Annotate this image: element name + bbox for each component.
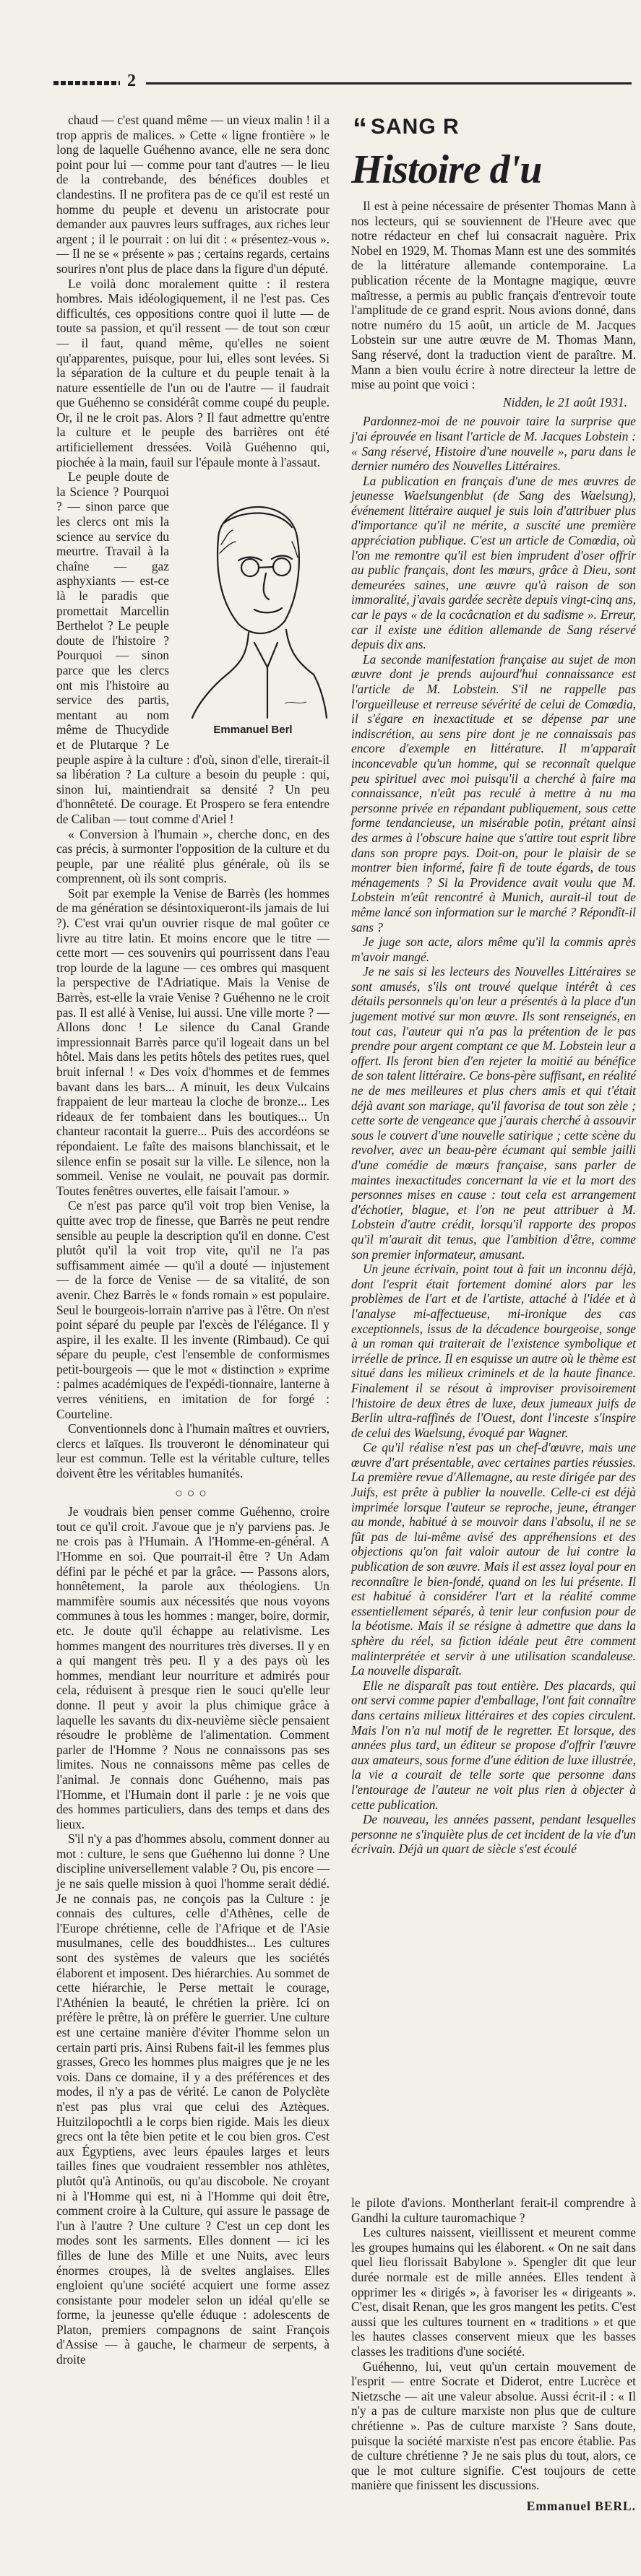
letter-paragraph: Pardonnez-moi de ne pouvoir taire la surprise que j'ai éprouvée en lisant l'article de M. Jacques Lobstein : « Sang réservé, Histoire d'une nouvelle », paru dans le dernier numéro des Nouvelles Littéraires. bbox=[351, 414, 636, 474]
author-signature: Emmanuel BERL. bbox=[526, 2498, 636, 2513]
article-headline: Histoire d'u bbox=[351, 147, 542, 192]
article-kicker: “ SANG R bbox=[353, 113, 460, 144]
portrait-illustration bbox=[176, 472, 330, 742]
letter-paragraph: De nouveau, les années passent, pendant lesquelles personne ne s'inquiète plus de cet incident de la vie d'un écrivain. Déjà un quart de siècle s'est écoulé bbox=[351, 1812, 636, 1857]
left-paragraph: Conventionnels donc à l'humain maîtres et ouvriers, clercs et laïques. Ils trouveront le dénominateur qui leur est commun. Telle est la véritable culture, telles doivent être les véritables humanités. bbox=[56, 1421, 330, 1481]
header-ornament bbox=[53, 81, 120, 85]
left-column bbox=[56, 113, 330, 2367]
continuation-paragraph: le pilote d'avions. Montherlant ferait-il comprendre à Gandhi la culture tauromachique ? bbox=[351, 2195, 636, 2225]
artist-signature bbox=[285, 702, 306, 703]
letter-paragraph: Un jeune écrivain, point tout à fait un inconnu déjà, dont l'esprit était fortement dominé alors par les problèmes de l'art et de l'artiste, attaché à l'idée et à l'analyse mi-affectueuse, mi-ironique des cas exceptionnels, issus de la décadence bourgeoise, songe à un roman qui traiterait de l'existence symbolique et irréelle de prince. Il en esquisse un autre où le thème est situé dans les milieux criminels et de la haute finance. Finalement il se résout à improviser provisoirement l'histoire de deux êtres de luxe, deux jumeaux juifs de Berlin ultra-raffinés de l'Ouest, dont l'inceste s'inspire de celui des Waelsung, évoqué par Wagner. bbox=[351, 1262, 636, 1440]
page-number: 2 bbox=[127, 71, 136, 90]
article-kicker-text: SANG R bbox=[371, 115, 460, 139]
portrait-drawing bbox=[176, 472, 330, 721]
right-column-continuation bbox=[351, 2195, 636, 2513]
left-paragraph: Soit par exemple la Venise de Barrès (les hommes de ma génération se désintoxiqueront-ils jamais de lui ?). C'est vrai qu'un ouvrier risque de mal goûter ce livre au titre latin. Et moins encore que le titre — cette mort — ces souvenirs qui pourrissent dans l'eau trop lourde de la lagune — ces ombres qui masquent la perspective de l'Adriatique. Mais la Venise de Barrès, est-elle la vraie Venise ? Guéhenno ne le croit pas. Il est allé à Venise, lui aussi. Une ville morte ? — Allons donc ! Le silence du Canal Grande impressionnait Barrès parce qu'il logeait dans un bel hôtel. Mais dans les petits hôtels des petites rues, quel bruit infernal ! « Des voix d'hommes et de femmes bavant dans les bars... A minuit, les deux Vulcains frappaient de leur marteau la cloche de bronze... Les rideaux de fer tombaient dans les boutiques... Un chanteur racontait la guerre... Puis des accordéons se répondaient. Le faîte des maisons blanchissait, et le silence enfin se posait sur la ville. Le silence, non la sommeil. Venise ne voulait, ne pouvait pas dormir. Toutes fenêtres ouvertes, elle faisait l'amour. » bbox=[56, 885, 330, 1198]
letter-paragraph: La seconde manifestation française au sujet de mon œuvre dont je prends aujourd'hui connaissance est l'article de M. Lobstein. S'il ne rappelle pas l'orgueilleuse et rerreuse sévérité de celui de Comœdia, il s'égare en inexactitude et se dépense par une indiscrétion, au sens pire dont je ne connaissais pas encore d'exemple en littérature. Il m'apparaît inconcevable qu'un homme, qui se reconnaît quelque peu spirituel avec moi puisqu'il a cherché à faire ma connaissance, n'eût pas reculé à mettre à nu ma personne privée en répandant publiquement, sous cette forme tendancieuse, un misérable potin, prétant ainsi des armes à l'obscure haine que s'attire tout esprit libre dans son propre pays. Doit-on, pour le plaisir de se montrer bien informé, faire fi de toute égards, de tous ménagements ? Si la Providence avait voulu que M. Lobstein m'eût rencontré à Munich, aurait-il tout de même lancé son information sur le marché ? Répondît-il sans ? bbox=[351, 651, 636, 934]
letter-paragraph: Je juge son acte, alors même qu'il la commis après m'avoir mangé. bbox=[351, 934, 636, 964]
left-paragraph: Je voudrais bien penser comme Guéhenno, croire tout ce qu'il croit. J'avoue que je n'y parviens pas. Je ne crois pas à l'Humain. A l'Homme-en-général. A l'Homme en soi. Que pourrait-il être ? Un Adam défini par le péché et par la grâce. — Passons alors, honnêtement, la parole aux théologiens. Un mammifère soumis aux nécessités que nous voyons communes à tous les hommes : manger, boire, dormir, etc. Je doute qu'il échappe au relativisme. Les hommes mangent des nourritures très diverses. Il y en a qui mangent très peu. Il y a des pays où les hommes, mendiant leur nourriture et admirés pour cela, réduisent à presque rien le souci qu'elle leur donne. Il peut y avoir la plus chimique grâce à laquelle les savants du dix-neuvième siècle pensaient résoudre le problème de l'alimentation. Comment parler de l'Homme ? Nous ne connaissons pas ses limites. Nous ne connaissons même pas celles de l'animal. Je connais donc Guéhenno, mais pas l'Homme, et l'Humain dont il parle : je ne vois que des hommes particuliers, dans des temps et dans des lieux. bbox=[56, 1504, 330, 1831]
letter-paragraph: Je ne sais si les lecteurs des Nouvelles Littéraires se sont amusés, s'ils ont trouvé quelque intérêt à ces détails personnels qu'on leur a présentés à la place d'un jugement motivé sur mon œuvre. Ils sont renseignés, en tout cas, l'auteur qui n'a pas la prétention de le pas prendre pour argent comptant ce que M. Lobstein leur a offert. Ils feront bien d'en rejeter la moitié au bénéfice de son talent littéraire. Ce bons-père suffisant, en réalité ne de mes meilleures et plus chers amis et qui t'était déjà avant son mariage, qu'il favorisa de tout son zèle ; cette sorte de vengeance que j'aurais cherché à assouvir sous le couvert d'une nouvelle satirique ; cette scène du revolver, avec un beau-père écumant qui semble jailli d'une comédie de mœurs française, sans parler de maintes inexactitudes concernant la vie et la mort des personnes mises en cause : tout cela est arrangement d'échotier, blague, et l'on ne peut attribuer à M. Lobstein d'autre crédit, lorsqu'il rapporte des propos qu'il m'aurait dit tenus, que l'ambition d'être, comme son premier informateur, amusant. bbox=[351, 964, 636, 1262]
right-column bbox=[351, 113, 636, 1857]
continuation-paragraph: Les cultures naissent, vieillissent et meurent comme les groupes humains qui les élaborent. « On ne sait dans quel lieu florissait Babylone ». Spengler dit que leur durée normale est de mille années. Elles tendent à opprimer les « dirigés », à favoriser les « dirigeants ». C'est, disait Renan, que les gros mangent les petits. C'est aussi que les cultures tournent en « traditions » et que les hautes classes conservent mieux que les basses classes les traditions d'une société. bbox=[351, 2225, 636, 2359]
left-paragraph: « Conversion à l'humain », cherche donc, en des cas précis, à surmonter l'opposition de la culture et du peuple, par une réalité plus générale, où ils se comprennent, où ils sont compris. bbox=[56, 826, 330, 886]
left-paragraph: Ce n'est pas parce qu'il voit trop bien Venise, la quitte avec trop de finesse, que Barrès ne peut rendre sensible au peuple la description qu'il en donne. C'est plutôt qu'il la voit trop vite, qu'il ne l'a pas suffisamment aimée — qu'il a douté — injustement — de la force de Venise — de sa vitalité, de son avenir. Chez Barrès le « fonds romain » est populaire. Seul le bourgeois-lorrain n'arrive pas à l'être. On n'est point séparé du peuple par l'excès de l'élégance. Il y aspire, il les exalte. Il les invente (Rimbaud). Ce qui sépare du peuple, c'est l'ensemble de conformismes petit-bourgeois — que le mot « distinction » exprime : palmes académiques de l'expédi-tionnaire, lanterne à verres vénitiens, en imitation de for forgé : Courteline. bbox=[56, 1198, 330, 1421]
left-paragraph: chaud — c'est quand même — un vieux malin ! il a trop appris de malices. » Cette « ligne frontière » le long de laquelle Guéhenno avance, elle ne sera donc point pour lui — comme pour tant d'autres — le lieu de la contrebande, des bénéfices doubles et clandestins. Il ne profitera pas de ce qu'il est resté un homme du peuple et devenu un aristocrate pour demander aux pauvres leurs suffrages, aux riches leur argent ; il le pourrait : on lui dit : « présentez-vous ». — Il ne se « présente » pas ; certains regards, certains sourires n'ont plus de place dans la figure d'un député. bbox=[56, 113, 330, 276]
portrait-caption: Emmanuel Berl bbox=[213, 724, 293, 737]
letter-paragraph: La publication en français d'une de mes œuvres de jeunesse Waelsungenblut (de Sang des Waelsung), événement littéraire auquel je suis loin d'attribuer plus d'importance qu'il ne mérite, a suscité une première appréciation publique. C'est un article de Comœdia, où l'on me remontre qu'il est bien imprudent d'oser offrir au public français, dont les mœurs, grâce à Dieu, sont demeurées saines, une œuvre qu'à raison de son immoralité, j'avais gardée secrète depuis vingt-cinq ans, car le pays « de la cocâcnation et du sadisme ». Erreur, car il existe une édition allemande de Sang réservé depuis dix ans. bbox=[351, 473, 636, 652]
continuation-paragraph: Guéhenno, lui, veut qu'un certain mouvement de l'esprit — entre Socrate et Diderot, entre Lucrèce et Nietzsche — ait une valeur absolue. Aussi écrit-il : « Il n'y a pas de culture marxiste non plus que de culture chrétienne ». Pas de culture marxiste ? Sans doute, puisque la société marxiste n'est pas encore établie. Pas de culture chrétienne ? Je ne sais plus du tout, alors, ce que le mot culture signifie. C'est toujours de cette manière que finissent les discussions. bbox=[351, 2359, 636, 2493]
letter-date: Nidden, le 21 août 1931. bbox=[503, 394, 627, 409]
intro-paragraph: Il est à peine nécessaire de présenter Thomas Mann à nos lecteurs, qui se souviennent de l'Heure avec que notre rédacteur en chef lui consacrait naguère. Prix Nobel en 1929, M. Thomas Mann est une des sommités de la littérature allemande contemporaine. La publication récente de la Montagne magique, œuvre maîtresse, a permis au public français d'entrevoir toute l'amplitude de ce grand esprit. Nous avions donné, dans notre numéro du 15 août, un article de M. Jacques Lobstein sur une autre œuvre de M. Thomas Mann, Sang réservé, dont la traduction vient de paraître. M. Mann a bien voulu écrire à notre directeur la lettre de mise au point que voici : bbox=[351, 199, 636, 392]
page-header bbox=[53, 71, 632, 90]
header-rule bbox=[146, 82, 632, 84]
left-paragraph: S'il n'y a pas d'hommes absolu, comment donner au mot : culture, le sens que Guéhenno lui donne ? Une discipline universellement valable ? Ou, pis encore — je ne sais quelle mission à quoi l'homme serait dédié. Je ne connais pas, ne conçois pas la Culture : je connais des cultures, celle d'Athènes, celle de l'Europe chrétienne, celle de l'Afrique et de l'Asie musulmanes, celle des bouddhistes... Les cultures sont des systèmes de valeurs que les sociétés élaborent et imposent. Des hiérarchies. Au sommet de cette hiérarchie, le Perse mettait le courage, l'Athénien la beauté, le chrétien la prière. Ici on préfère le prêtre, là on préfère le guerrier. Une culture est une certaine manière d'éviter l'homme selon un certain parti pris. Ainsi Rubens fait-il les femmes plus grasses, Greco les hommes plus maigres que je ne les vois. Dans ce domaine, il y a des préférences et des modes, il n'y a pas de vérité. Le canon de Polyclète n'est pas plus vrai que celui des Aztèques. Huitzilopochtli a le corps bien rigide. Mais les dieux grecs ont la tête bien petite et le cou bien gros. C'est aux Égyptiens, avec leurs épaules larges et leurs tailles fines que voudraient ressembler nos athlètes, plutôt qu'à Antinoüs, ou qu'au discobole. Ne croyant ni à l'Homme qui est, ni à l'Homme qui doit être, comment croire à la Culture, qui assure le passage de l'un à l'autre ? Une culture ? C'est un cep dont les modes sont les sarments. Elles donnent — ici les filles de lune des Mille et une Nuits, avec leurs énormes croupes, là de sveltes anglaises. Elles engloient qu'une société acquiert une forme assez consistante pour modeler selon un idéal qu'elle se forme, la jeunesse qu'elle éduque : adolescents de Platon, premiers compagnons de saint François d'Assise — à gauche, le charmeur de serpents, à droite bbox=[56, 1831, 330, 2367]
left-paragraph: Le voilà donc moralement quitte : il restera hombres. Mais idéologiquement, il ne l'est pas. Ces difficultés, ces oppositions contre quoi il lutte — de toute sa passion, et qu'il ressent — de tout son cœur — il faut, quand même, qu'elles ne soient qu'apparentes, puisque, pour lui, elles sont levées. Si la séparation de la culture et du peuple tenait à la nature essentielle de l'un ou de l'autre — il faudrait que Guéhenno se considérât comme coupé du peuple. Or, il ne le croit pas. Alors ? Il faut admettre qu'entre la culture et le peuple des barrières ont été artificiellement dressées. Voilà Guéhenno qui, piochée à la main, fauil sur l'épaule monte à l'assaut. bbox=[56, 276, 330, 469]
letter-paragraph: Elle ne disparaît pas tout entière. Des placards, qui ont servi comme papier d'emballage, l'ont fait connaître dans certains milieux littéraires et des copies circulent. Mais l'on n'a nul motif de le regretter. Et lorsque, des années plus tard, un éditeur se propose d'offrir l'œuvre aux amateurs, sous forme d'une édition de luxe illustrée, la vie a courait de telle sorte que personne dans l'entourage de l'auteur ne voit plus rien à objecter à cette publication. bbox=[351, 1678, 636, 1812]
letter-paragraph: Ce qu'il réalise n'est pas un chef-d'œuvre, mais une œuvre d'art présentable, avec certaines parties réussies. La première revue d'Allemagne, au reste dirigée par des Juifs, est prête à publier la nouvelle. Celle-ci est déjà imprimée lorsque l'auteur se reproche, jeune, étranger au monde, habitué à se mouvoir dans l'absolu, il ne se fût pas de lui-même avisé des appréhensions et des objections qu'on fait valoir autour de lui contre la publication de son œuvre. Mais il est assez loyal pour en reconnaître le bien-fondé, quand on les lui présente. Il est habitué à considérer l'art et la réalité comme essentiellement séparés, à tenir leur confusion pour de la béotisme. Mais il se résigne à admettre que dans la sphère du réel, sa fiction idéale peut être comment malinterprétée et servir à une utilisation scandaleuse. La nouvelle disparaît. bbox=[351, 1440, 636, 1678]
section-separator: ○○○ bbox=[175, 1485, 211, 1500]
left-paragraph: Le peuple doute de la Science ? Pourquoi ? — sinon parce que les clercs ont mis la science au service du meurtre. Travail à la chaîne — gaz asphyxiants — est-ce là le paradis que promettait Marcellin Berthelot ? Le peuple doute de l'histoire ? Pourquoi — sinon parce que les clercs ont mis l'histoire au service des partis, mentant au nom même de Thucydide et de Plutarque ? Le peuple aspire à la culture : d'où, sinon d'elle, tirerait-il sa libération ? La culture a besoin du peuple : qui, sinon lui, maintiendrait sa densité ? Un peu d'honnêteté. De courage. Et Prospero se fera entendre de Caliban — tout comme d'Ariel ! bbox=[56, 469, 330, 826]
